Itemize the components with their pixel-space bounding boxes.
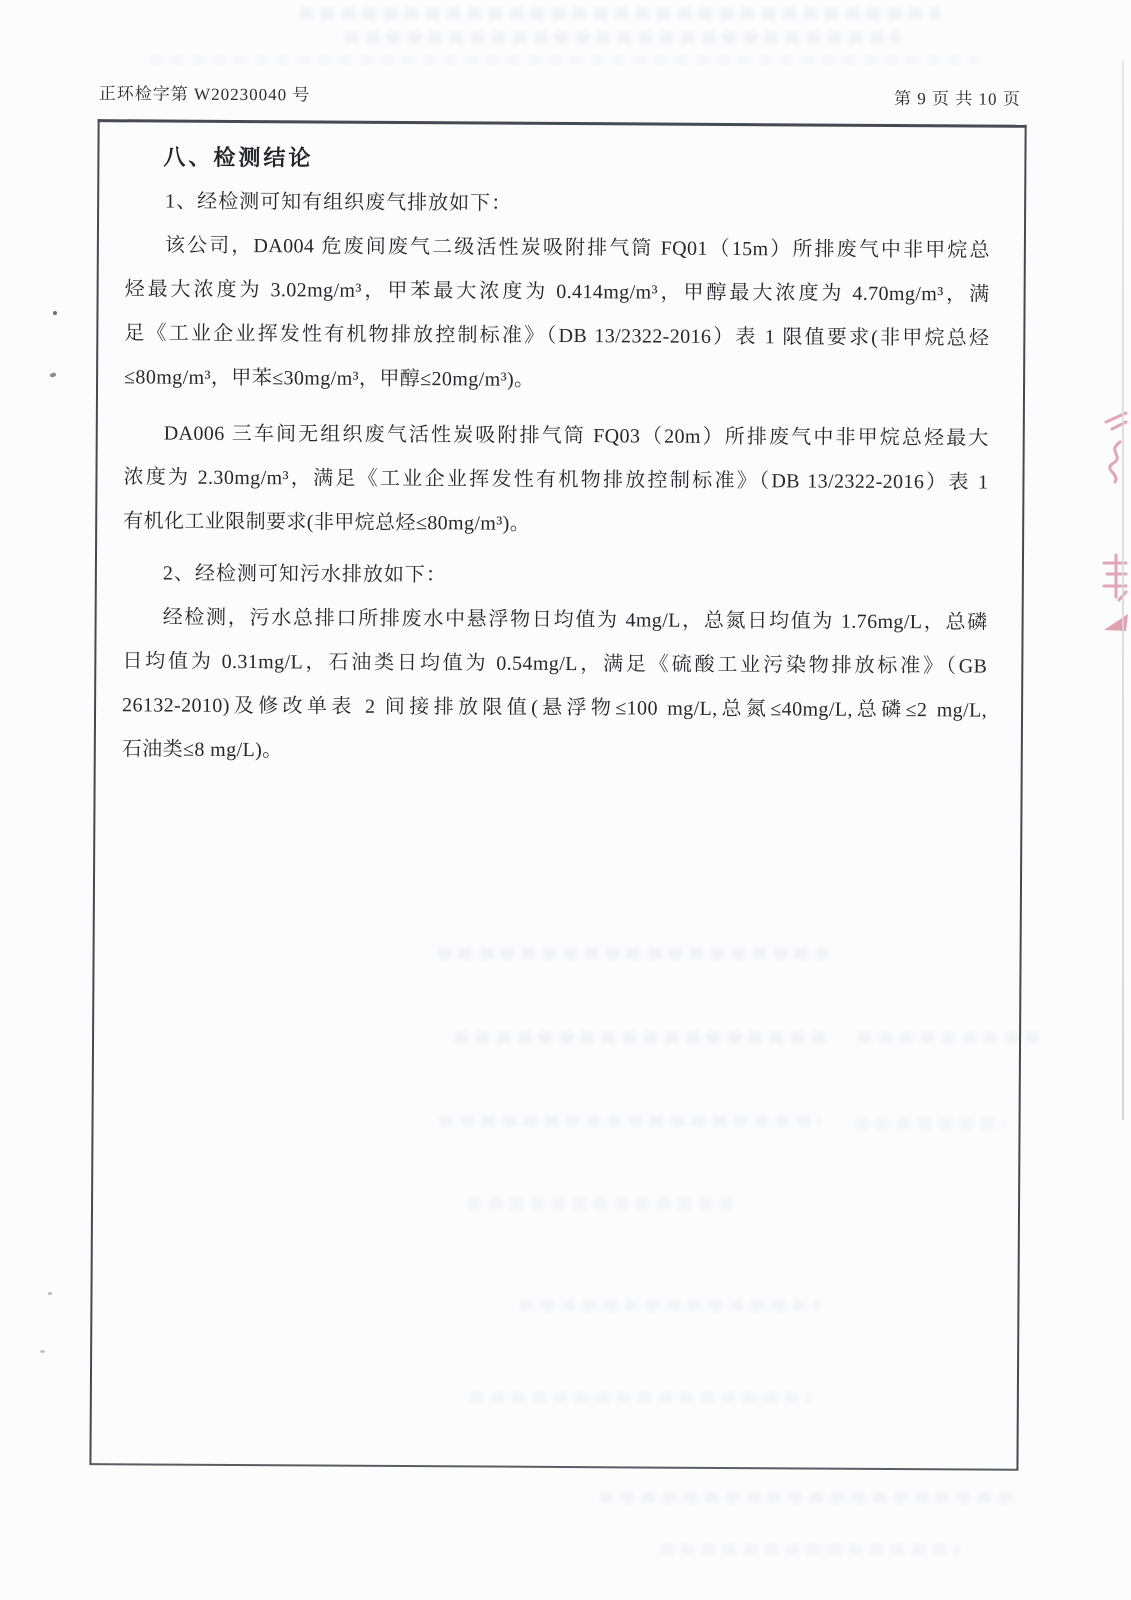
paragraph-line: 有机化工业限制要求(非甲烷总烃≤80mg/m³)。 (123, 510, 531, 535)
document-number: 正环检字第 W20230040 号 (98, 84, 311, 105)
paragraph-line: ≤80mg/m³，甲苯≤30mg/m³，甲醇≤20mg/m³)。 (124, 366, 535, 391)
scan-speck (40, 1350, 45, 1353)
paragraph-line: 浓度为 2.30mg/m³，满足《工业企业挥发性有机物排放控制标准》（DB 13/2322-2016）表 1 (123, 466, 989, 494)
paragraph-line: 石油类≤8 mg/L)。 (121, 738, 283, 762)
page-edge-line (1122, 60, 1124, 1120)
stamp-stroke (1110, 442, 1120, 482)
paragraph-line: 经检测，污水总排口所排废水中悬浮物日均值为 4mg/L，总氮日均值为 1.76mg/L，总磷 (162, 606, 988, 634)
paragraph-line: 26132-2010)及修改单表 2 间接排放限值(悬浮物≤100 mg/L,总氮≤40mg/L,总磷≤2 mg/L, (122, 694, 988, 722)
paragraph-da004 (124, 223, 990, 404)
stamp-blot (1104, 614, 1128, 631)
paragraph-line: 足《工业企业挥发性有机物排放控制标准》（DB 13/2322-2016）表 1 限值要求(非甲烷总烃 (124, 322, 990, 350)
section-title: 八、检测结论 (163, 144, 314, 171)
paragraph-line: 烃最大浓度为 3.02mg/m³，甲苯最大浓度为 0.414mg/m³，甲醇最大浓度为 4.70mg/m³，满 (124, 278, 990, 306)
red-stamp-fragment (1098, 400, 1130, 640)
scan-speck (48, 1292, 52, 1295)
content-border-box (89, 119, 1026, 1471)
subsection-2-heading: 2、经检测可知污水排放如下： (162, 562, 447, 587)
paragraph-line: DA006 三车间无组织废气活性炭吸附排气筒 FQ03（20m）所排废气中非甲烷总烃最大 (163, 422, 989, 450)
subsection-1-heading: 1、经检测可知有组织废气排放如下： (165, 190, 513, 215)
paragraph-da006 (123, 411, 989, 548)
page-header (99, 79, 1021, 110)
paragraph-wastewater (122, 595, 988, 776)
paragraph-line: 该公司，DA004 危废间废气二级活性炭吸附排气筒 FQ01（15m）所排废气中非甲烷总 (164, 234, 990, 262)
scan-speck (53, 311, 57, 315)
paragraph-line: 日均值为 0.31mg/L，石油类日均值为 0.54mg/L，满足《硫酸工业污染物排放标准》（GB (122, 650, 988, 678)
page-indicator: 第 9 页 共 10 页 (893, 88, 1021, 109)
